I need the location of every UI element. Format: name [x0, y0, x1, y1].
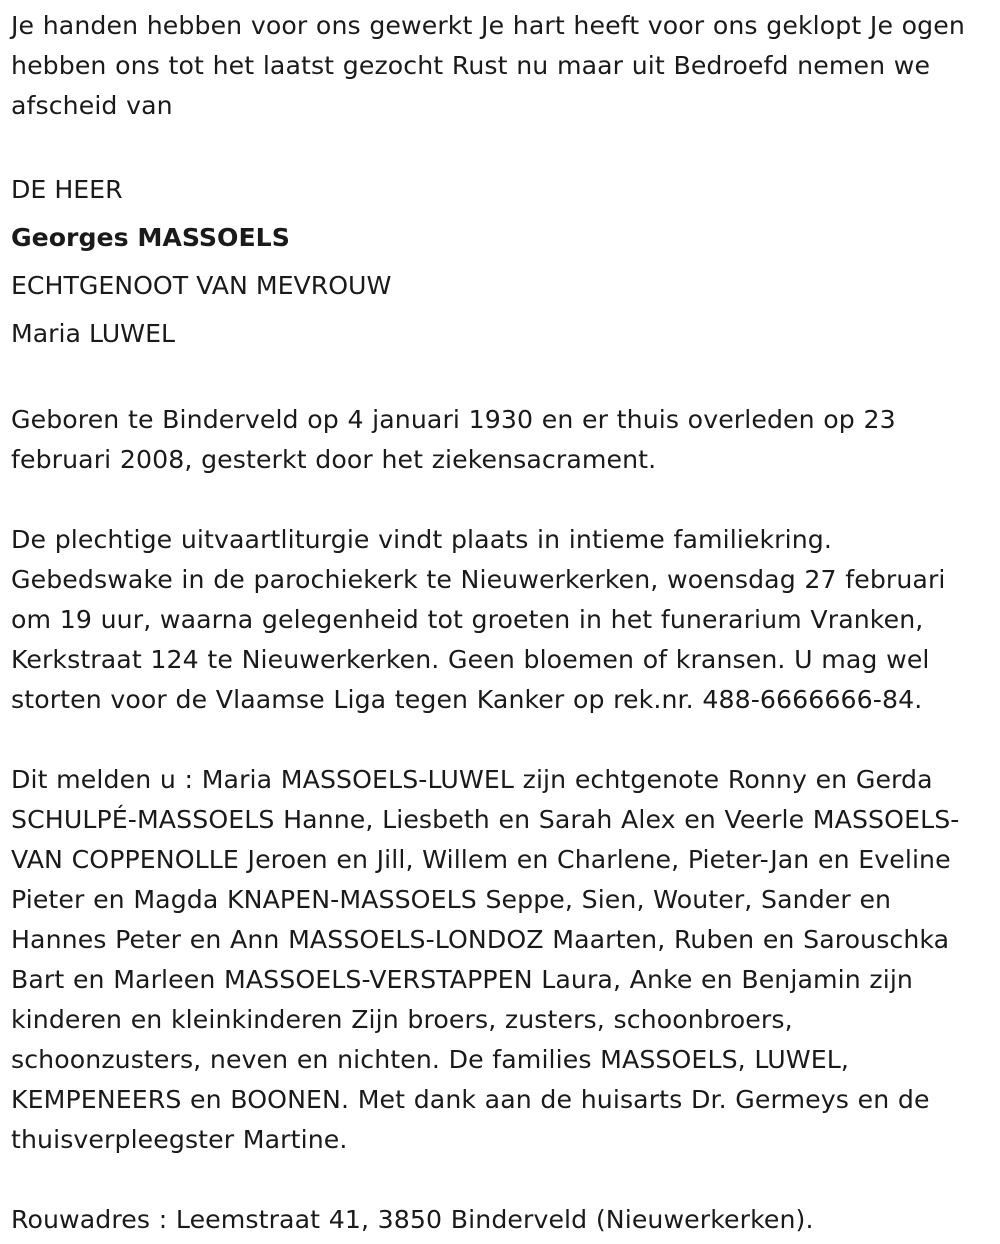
- birth-death-paragraph: Geboren te Binderveld op 4 januari 1930 en er thuis overleden op 23 februari 2008, gesterkt door het ziekensacrament.: [11, 405, 896, 474]
- family-paragraph: Dit melden u : Maria MASSOELS-LUWEL zijn echtgenote Ronny en Gerda SCHULPÉ-MASSOELS Hanne, Liesbeth en Sarah Alex en Veerle MASSOELS-VAN COPPENOLLE Jeroen en Jill, Willem en Charlene, Pieter-Jan en Eveline Pieter en Magda KNAPEN-MASSOELS Seppe, Sien, Wouter, Sander en Hannes Peter en Ann MASSOELS-LONDOZ Maarten, Ruben en Sarouschka Bart en Marleen MASSOELS-VERSTAPPEN Laura, Anke en Benjamin zijn kinderen en kleinkinderen Zijn broers, zusters, schoonbroers, schoonzusters, neven en nichten. De families MASSOELS, LUWEL, KEMPENEERS en BOONEN. Met dank aan de huisarts Dr. Germeys en de thuisverpleegster Martine.: [11, 765, 960, 1154]
- title-line: DE HEER: [11, 175, 123, 204]
- spouse-name: Maria LUWEL: [11, 319, 176, 348]
- intro-verse: Je handen hebben voor ons gewerkt Je hart heeft voor ons geklopt Je ogen hebben ons tot het laatst gezocht Rust nu maar uit Bedroefd nemen we afscheid van: [11, 11, 965, 120]
- address-line: Rouwadres : Leemstraat 41, 3850 Binderveld (Nieuwerkerken).: [11, 1205, 814, 1234]
- ceremony-paragraph: De plechtige uitvaartliturgie vindt plaats in intieme familiekring. Gebedswake in de parochiekerk te Nieuwerkerken, woensdag 27 februari om 19 uur, waarna gelegenheid tot groeten in het funerarium Vranken, Kerkstraat 124 te Nieuwerkerken. Geen bloemen of kransen. U mag wel storten voor de Vlaamse Liga tegen Kanker op rek.nr. 488-6666666-84.: [11, 525, 946, 714]
- obituary-document: [11, 6, 991, 1240]
- deceased-name: Georges MASSOELS: [11, 223, 290, 252]
- spouse-line: ECHTGENOOT VAN MEVROUW: [11, 271, 392, 300]
